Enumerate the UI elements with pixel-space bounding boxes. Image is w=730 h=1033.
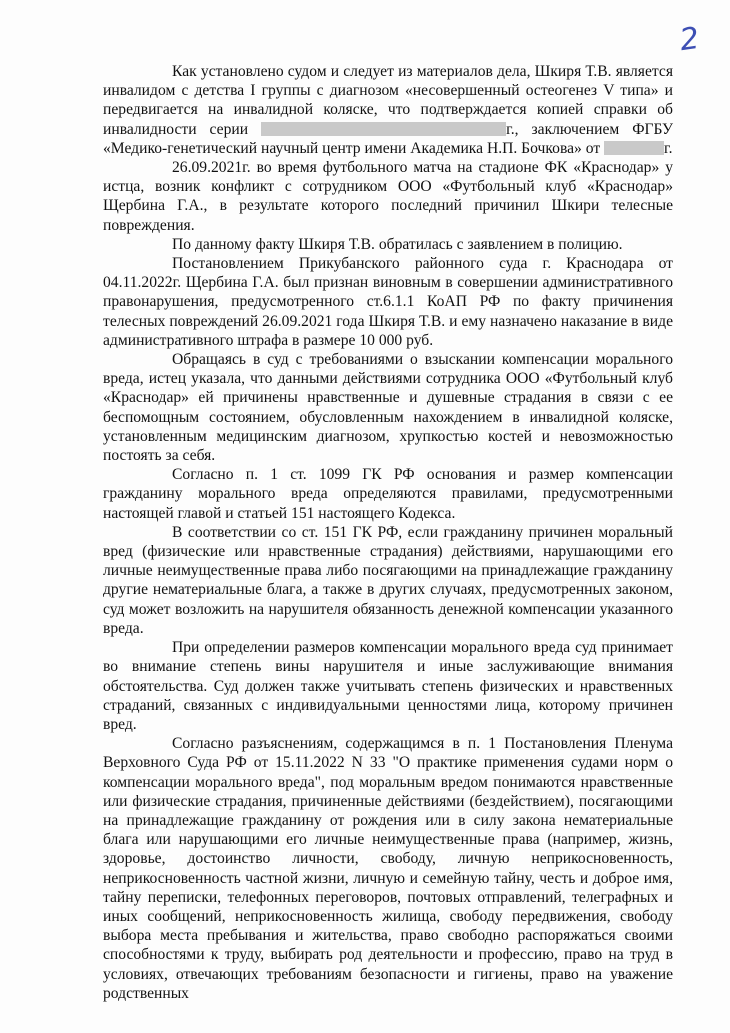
- redaction-block: [261, 122, 506, 136]
- paragraph-1-text-a: Как установлено судом и следует из материалов дела, Шкиря Т.В. является инвалидом с детства I группы с диагнозом «несовершенный остеогенез V типа» и передвигается на инвалидной коляске, что подтверждается копией справки об инвалидности серии: [103, 63, 673, 138]
- paragraph-3: По данному факту Шкиря Т.В. обратилась с заявлением в полицию.: [172, 235, 623, 253]
- paragraph-1: [103, 62, 673, 158]
- handwritten-page-number: 2: [677, 20, 702, 59]
- document-body: [103, 62, 673, 1003]
- paragraph-5: Обращаясь в суд с требованиями о взыскании компенсации морального вреда, истец указала, что данными действиями сотрудника ООО «Футбольный клуб «Краснодар» ей причинены нравственные и душевные страдания в связи с ее беспомощным состоянием, обусловленным нахождением в инвалидной коляске, установленным медицинским диагнозом, хрупкостью костей и невозможностью постоять за себя.: [103, 351, 673, 465]
- paragraph-4: Постановлением Прикубанского районного суда г. Краснодара от 04.11.2022г. Щербина Г.А. был признан виновным в совершении административного правонарушения, предусмотренного ст.6.1.1 КоАП РФ по факту причинения телесных повреждений 26.09.2021 года Шкиря Т.В. и ему назначено наказание в виде административного штрафа в размере 10 000 руб.: [103, 255, 673, 349]
- paragraph-6: Согласно п. 1 ст. 1099 ГК РФ основания и размер компенсации гражданину морального вреда определяются правилами, предусмотренными настоящей главой и статьей 151 настоящего Кодекса.: [103, 466, 673, 522]
- paragraph-1-text-c: г.: [664, 139, 673, 157]
- redaction-block: [604, 141, 664, 155]
- paragraph-8: При определении размеров компенсации морального вреда суд принимает во внимание степень вины нарушителя и иные заслуживающие внимания обстоятельства. Суд должен также учитывать степень физических и нравственных страданий, связанных с индивидуальными ценностями лица, которому причинен вред.: [103, 639, 673, 733]
- paragraph-1-text-b: г., заключением ФГБУ «Медико-генетический научный центр имени Академика Н.П. Бочкова» от: [103, 120, 673, 157]
- paragraph-9: Согласно разъяснениям, содержащимся в п. 1 Постановления Пленума Верховного Суда РФ от 15.11.2022 N 33 "О практике применения судами норм о компенсации морального вреда", под моральным вредом понимаются нравственные или физические страдания, причиненные действиями (бездействием), посягающими на принадлежащие гражданину от рождения или в силу закона нематериальные блага или нарушающими его личные неимущественные права (например, жизнь, здоровье, достоинство личности, свободу, личную неприкосновенность, неприкосновенность частной жизни, личную и семейную тайну, честь и доброе имя, тайну переписки, телефонных переговоров, почтовых отправлений, телеграфных и иных сообщений, неприкосновенность жилища, свободу передвижения, свободу выбора места пребывания и жительства, право свободно распоряжаться своими способностями к труду, выбирать род деятельности и профессию, право на труд в условиях, отвечающих требованиям безопасности и гигиены, право на уважение родственных: [103, 735, 673, 1002]
- paragraph-2: 26.09.2021г. во время футбольного матча на стадионе ФК «Краснодар» у истца, возник конфликт с сотрудником ООО «Футбольный клуб «Краснодар» Щербина Г.А., в результате которого последний причинил Шкири телесные повреждения.: [103, 159, 673, 234]
- paragraph-7: В соответствии со ст. 151 ГК РФ, если гражданину причинен моральный вред (физические или нравственные страдания) действиями, нарушающими его личные неимущественные права либо посягающими на принадлежащие гражданину другие нематериальные блага, а также в других случаях, предусмотренных законом, суд может возложить на нарушителя обязанность денежной компенсации указанного вреда.: [103, 523, 673, 637]
